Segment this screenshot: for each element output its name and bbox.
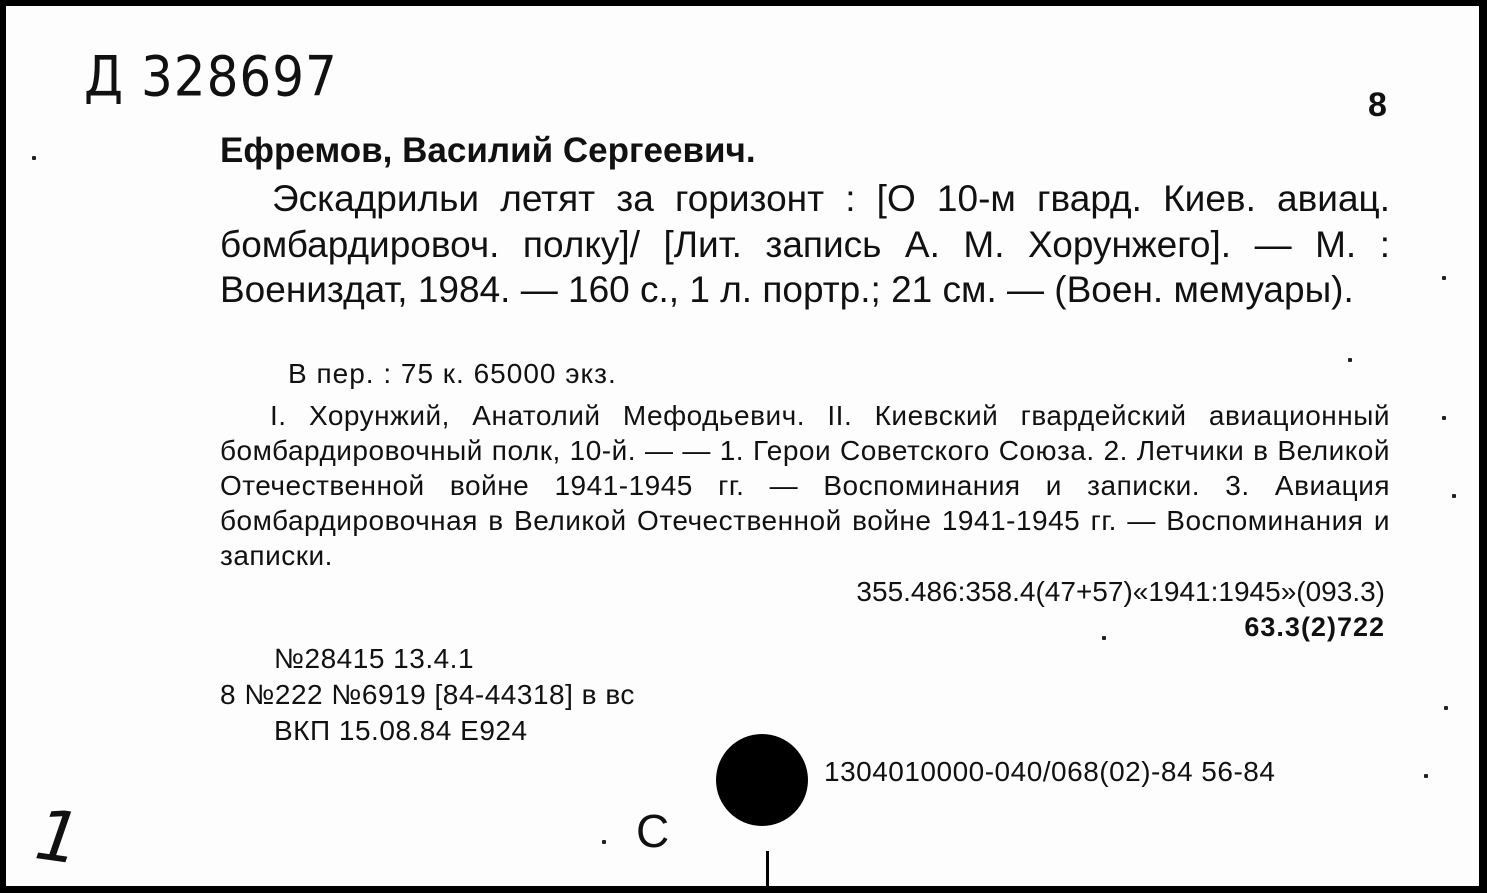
handwritten-mark: 1: [30, 793, 87, 881]
bibliographic-description: Эскадрильи летят за горизонт : [О 10-м гвард. Киев. авиац. бомбардировоч. полку]/ [Лит. запись А. М. Хорунжего]. — М. : Воениздат, 1984. — 160 с., 1 л. портр.; 21 см. — (Воен. мемуары).: [220, 178, 1390, 310]
card-punch-hole: [716, 734, 808, 826]
speck: [1442, 276, 1446, 280]
speck: [1102, 636, 1106, 640]
speck: [1442, 416, 1446, 420]
catalog-card: [6, 6, 1479, 886]
divider-mark: [766, 851, 769, 886]
speck: [32, 156, 36, 160]
udc-index: 355.486:358.4(47+57)«1941:1945»(093.3): [856, 576, 1385, 607]
corner-number: 8: [1368, 86, 1387, 124]
vkp-line: ВКП 15.08.84 Е924: [274, 715, 528, 746]
publisher-code-line: 1304010000-040/068(02)-84 56-84: [824, 756, 1276, 787]
bbk-index: 63.3(2)722: [1244, 612, 1385, 642]
order-number-line: 8 №222 №6919 [84-44318] в вс: [220, 679, 635, 710]
speck: [1348, 358, 1352, 362]
speck: [1424, 774, 1428, 778]
author-heading: Ефремов, Василий Сергеевич.: [220, 131, 756, 170]
added-entries-and-subjects: I. Хорунжий, Анатолий Мефодьевич. II. Киевский гвардейский авиационный бомбардировочный полк, 10-й. — — 1. Герои Советского Союза. 2. Летчики в Великой Отечественной войне 1941-1945 гг. — Воспоминания и записки. 3. Авиация бомбардировочная в Великой Отечественной войне 1941-1945 гг. — Воспоминания и записки.: [220, 400, 1390, 571]
bottom-letter: С: [636, 805, 670, 857]
call-number: Д 328697: [84, 45, 338, 109]
speck: [602, 840, 606, 844]
price-and-print-run: В пер. : 75 к. 65000 экз.: [288, 358, 617, 389]
speck: [1444, 706, 1448, 710]
speck: [1452, 494, 1456, 498]
registry-number-line: №28415 13.4.1: [274, 643, 475, 674]
